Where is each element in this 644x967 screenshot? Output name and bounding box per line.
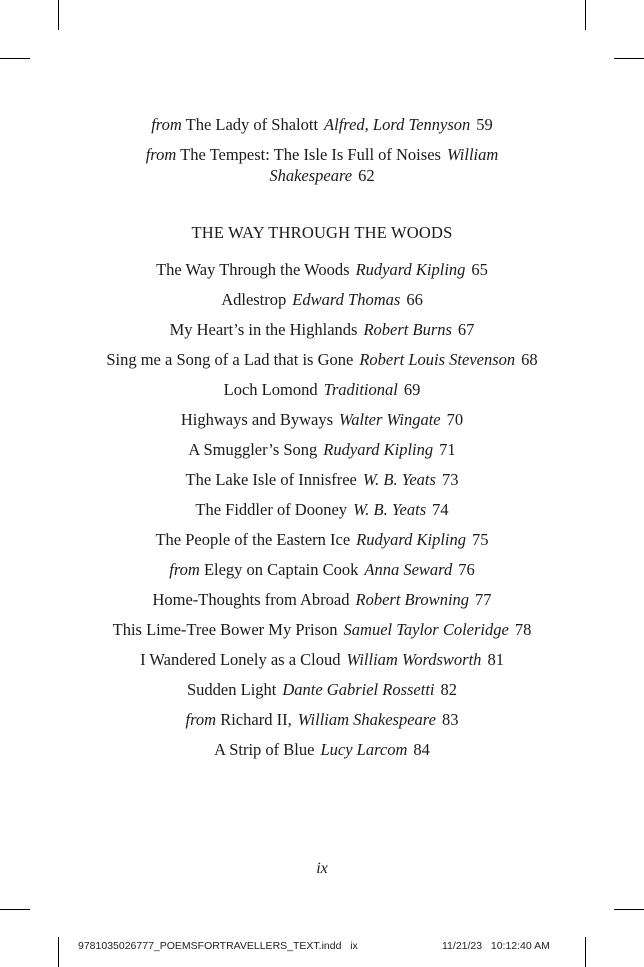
- toc-entry: [87, 619, 557, 640]
- slug-page: ix: [350, 940, 358, 952]
- entry-page-number: 67: [457, 320, 475, 339]
- toc-entry: [107, 114, 537, 135]
- entry-page-number: 70: [446, 410, 464, 429]
- entry-author: Robert Louis Stevenson: [359, 350, 516, 369]
- toc-entry: [87, 679, 557, 700]
- toc-entry: [107, 144, 537, 186]
- table-of-contents: [0, 114, 644, 769]
- entry-title: The Tempest: The Isle Is Full of Noises: [180, 145, 441, 164]
- crop-mark-bottom-right: [585, 937, 586, 967]
- entry-title: This Lime-Tree Bower My Prison: [112, 620, 338, 639]
- entry-title: A Strip of Blue: [214, 740, 315, 759]
- entry-page-number: 82: [440, 680, 458, 699]
- entry-page-number: 77: [475, 590, 492, 609]
- entry-author: W. B. Yeats: [362, 470, 436, 489]
- entry-page-number: 81: [487, 650, 504, 669]
- crop-mark-right-bottom: [614, 909, 644, 910]
- toc-entry: [107, 739, 537, 760]
- entry-title: Elegy on Captain Cook: [203, 560, 359, 579]
- entry-page-number: 78: [514, 620, 532, 639]
- entry-author: Traditional: [323, 380, 398, 399]
- toc-entry: [107, 289, 537, 310]
- entry-author: Edward Thomas: [292, 290, 401, 309]
- entry-page-number: 59: [476, 115, 493, 134]
- crop-mark-right-top: [614, 58, 644, 59]
- entry-author: W. B. Yeats: [353, 500, 427, 519]
- entry-prefix: from: [169, 560, 200, 579]
- crop-mark-left-bottom: [0, 909, 30, 910]
- entry-page-number: 75: [472, 530, 489, 549]
- entry-title: The Way Through the Woods: [156, 260, 350, 279]
- toc-entry: [107, 559, 537, 580]
- entry-title: Adlestrop: [221, 290, 287, 309]
- entry-prefix: from: [185, 710, 217, 729]
- entry-page-number: 74: [432, 500, 449, 519]
- entry-title: Home-Thoughts from Abroad: [152, 590, 350, 609]
- entry-title: Richard II,: [220, 710, 292, 729]
- entry-title: Sudden Light: [186, 680, 277, 699]
- toc-entry: [107, 379, 537, 400]
- slug-timestamp: [442, 940, 550, 952]
- entry-prefix: from: [145, 145, 177, 164]
- toc-entry: [107, 589, 537, 610]
- entry-title: I Wandered Lonely as a Cloud: [140, 650, 341, 669]
- entry-author: Alfred, Lord Tennyson: [324, 115, 471, 134]
- entry-author: William Shakespeare: [269, 145, 499, 185]
- crop-mark-left-top: [0, 58, 30, 59]
- entry-author: Robert Burns: [363, 320, 452, 339]
- slug-file: 9781035026777_POEMSFORTRAVELLERS_TEXT.indd: [78, 940, 342, 952]
- entry-author: Walter Wingate: [339, 410, 441, 429]
- toc-entry: [107, 529, 537, 550]
- entry-author: Rudyard Kipling: [355, 260, 466, 279]
- slug-date: 11/21/23: [442, 940, 483, 952]
- entry-author: Anna Seward: [364, 560, 453, 579]
- entry-page-number: 73: [441, 470, 459, 489]
- toc-section-list: [0, 259, 644, 760]
- entry-page-number: 84: [413, 740, 430, 759]
- toc-entry: [107, 649, 537, 670]
- entry-prefix: from: [151, 115, 182, 134]
- toc-top-list: [0, 114, 644, 186]
- page-number: ix: [316, 860, 328, 877]
- entry-author: William Shakespeare: [297, 710, 436, 729]
- entry-title: Highways and Byways: [180, 410, 334, 429]
- entry-page-number: 68: [521, 350, 538, 369]
- entry-author: Lucy Larcom: [320, 740, 408, 759]
- entry-title: The Fiddler of Dooney: [195, 500, 348, 519]
- slug-filename: [78, 940, 358, 952]
- entry-page-number: 71: [439, 440, 456, 459]
- toc-entry: [107, 499, 537, 520]
- slug-time: 10:12:40 AM: [490, 940, 550, 952]
- entry-author: Robert Browning: [355, 590, 470, 609]
- entry-title: My Heart’s in the Highlands: [169, 320, 358, 339]
- toc-entry: [107, 409, 537, 430]
- toc-entry: [107, 439, 537, 460]
- toc-entry: [107, 319, 537, 340]
- entry-title: A Smuggler’s Song: [188, 440, 318, 459]
- entry-author: Rudyard Kipling: [356, 530, 467, 549]
- entry-page-number: 76: [458, 560, 475, 579]
- crop-mark-top-right: [585, 0, 586, 30]
- entry-author: Dante Gabriel Rossetti: [282, 680, 435, 699]
- entry-title: The Lake Isle of Innisfree: [185, 470, 357, 489]
- entry-title: The Lady of Shalott: [185, 115, 319, 134]
- toc-entry: [107, 259, 537, 280]
- entry-title: Loch Lomond: [223, 380, 318, 399]
- toc-entry: [107, 709, 537, 730]
- entry-author: Rudyard Kipling: [323, 440, 434, 459]
- crop-mark-bottom-left: [58, 937, 59, 967]
- entry-author: William Wordsworth: [346, 650, 482, 669]
- entry-page-number: 62: [358, 166, 375, 185]
- entry-author: Samuel Taylor Coleridge: [343, 620, 509, 639]
- entry-page-number: 66: [406, 290, 423, 309]
- crop-mark-top-left: [58, 0, 59, 30]
- entry-page-number: 83: [441, 710, 459, 729]
- section-title: THE WAY THROUGH THE WOODS: [191, 223, 453, 242]
- toc-entry: [107, 469, 537, 490]
- entry-title: The People of the Eastern Ice: [155, 530, 351, 549]
- entry-title: Sing me a Song of a Lad that is Gone: [106, 350, 354, 369]
- entry-page-number: 69: [403, 380, 421, 399]
- toc-entry: [87, 349, 557, 370]
- entry-page-number: 65: [471, 260, 488, 279]
